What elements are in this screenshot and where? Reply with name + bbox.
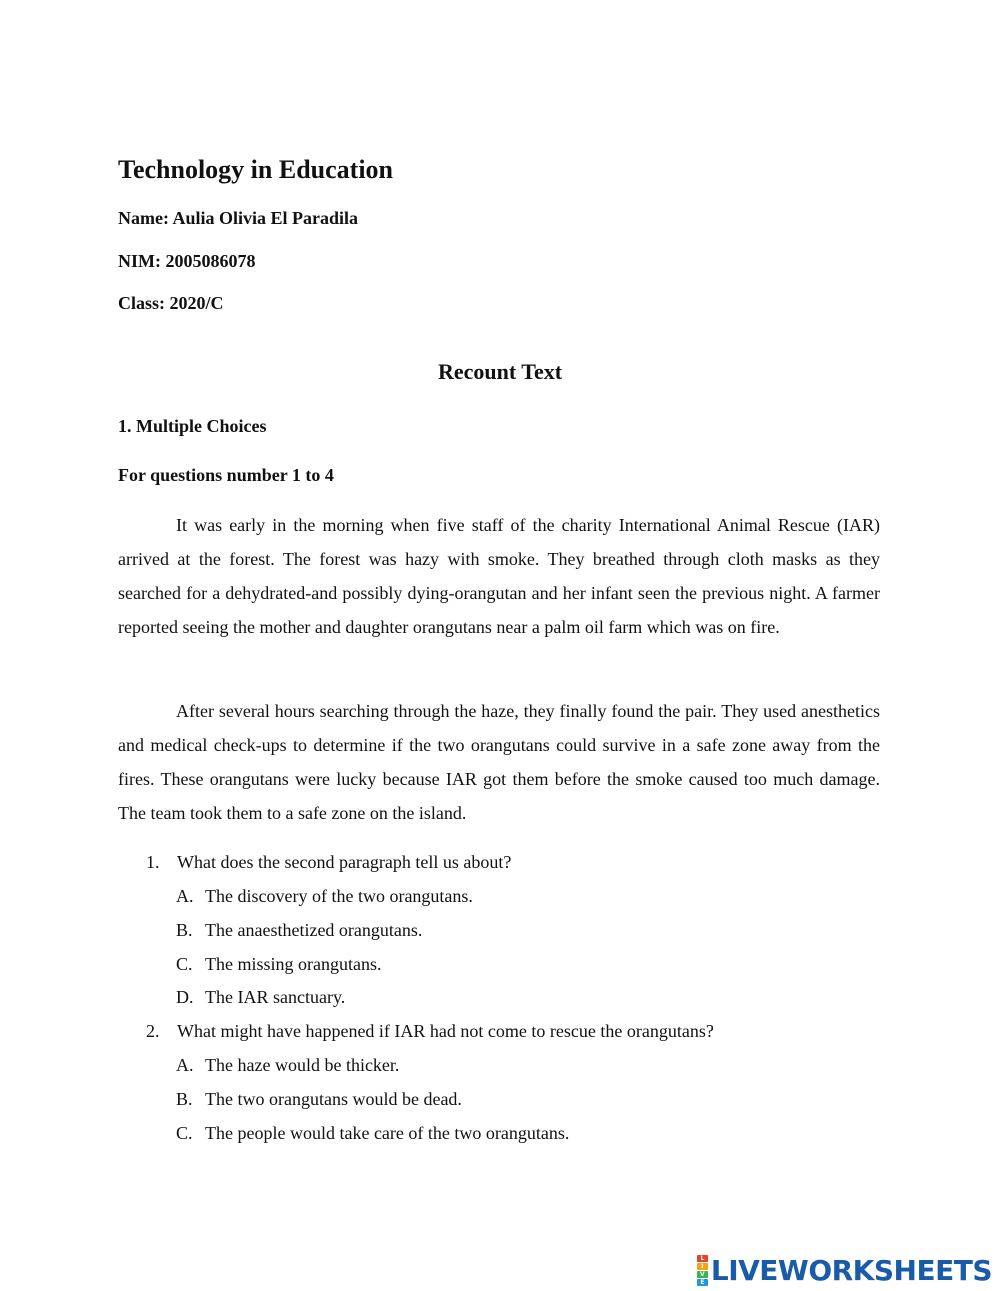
- student-name: Name: Aulia Olivia El Paradila: [118, 208, 359, 228]
- option-letter: C.: [176, 954, 193, 974]
- section-heading: Recount Text: [437, 359, 563, 384]
- option-text: The haze would be thicker.: [205, 1055, 400, 1075]
- option-text: The discovery of the two orangutans.: [205, 886, 473, 906]
- paragraph-2: After several hours searching through the haze, they finally found the pair. They used anesthetics and medical check-ups to determine if the two orangutans could survive in a safe zone away from the fires. These orangutans were lucky because IAR got them before the smoke caused too much damage. The team took them to a safe zone on the island.: [118, 701, 880, 823]
- logo-block: E: [697, 1279, 708, 1286]
- option-letter: A.: [176, 886, 194, 906]
- logo-block: V: [697, 1271, 708, 1278]
- document-title: Technology in Education: [118, 155, 394, 184]
- option-letter: C.: [176, 1123, 193, 1143]
- question-number: 2.: [146, 1021, 160, 1041]
- option-text: The two orangutans would be dead.: [205, 1089, 462, 1109]
- option-letter: B.: [176, 920, 193, 940]
- liveworksheets-logo: [697, 1252, 992, 1288]
- logo-text: LIVEWORKSHEETS: [710, 1253, 992, 1287]
- logo-block: L: [697, 1255, 708, 1262]
- logo-block: I: [697, 1263, 708, 1270]
- option-letter: D.: [176, 987, 194, 1007]
- option-text: The missing orangutans.: [205, 954, 382, 974]
- instruction-text: For questions number 1 to 4: [118, 465, 334, 485]
- question-text: What might have happened if IAR had not come to rescue the orangutans?: [177, 1021, 714, 1041]
- student-nim: NIM: 2005086078: [118, 251, 256, 271]
- question-text: What does the second paragraph tell us about?: [177, 852, 512, 872]
- section-label: 1. Multiple Choices: [118, 416, 267, 436]
- option-letter: A.: [176, 1055, 194, 1075]
- logo-blocks-icon: [697, 1255, 708, 1286]
- question-number: 1.: [146, 852, 160, 872]
- option-letter: B.: [176, 1089, 193, 1109]
- option-text: The IAR sanctuary.: [205, 987, 346, 1007]
- student-class: Class: 2020/C: [118, 293, 224, 313]
- paragraph-1: It was early in the morning when five staff of the charity International Animal Rescue (IAR) arrived at the forest. The forest was hazy with smoke. They breathed through cloth masks as they searched for a dehydrated-and possibly dying-orangutan and her infant seen the previous night. A farmer reported seeing the mother and daughter orangutans near a palm oil farm which was on fire.: [118, 515, 880, 637]
- option-text: The people would take care of the two orangutans.: [205, 1123, 570, 1143]
- option-text: The anaesthetized orangutans.: [205, 920, 423, 940]
